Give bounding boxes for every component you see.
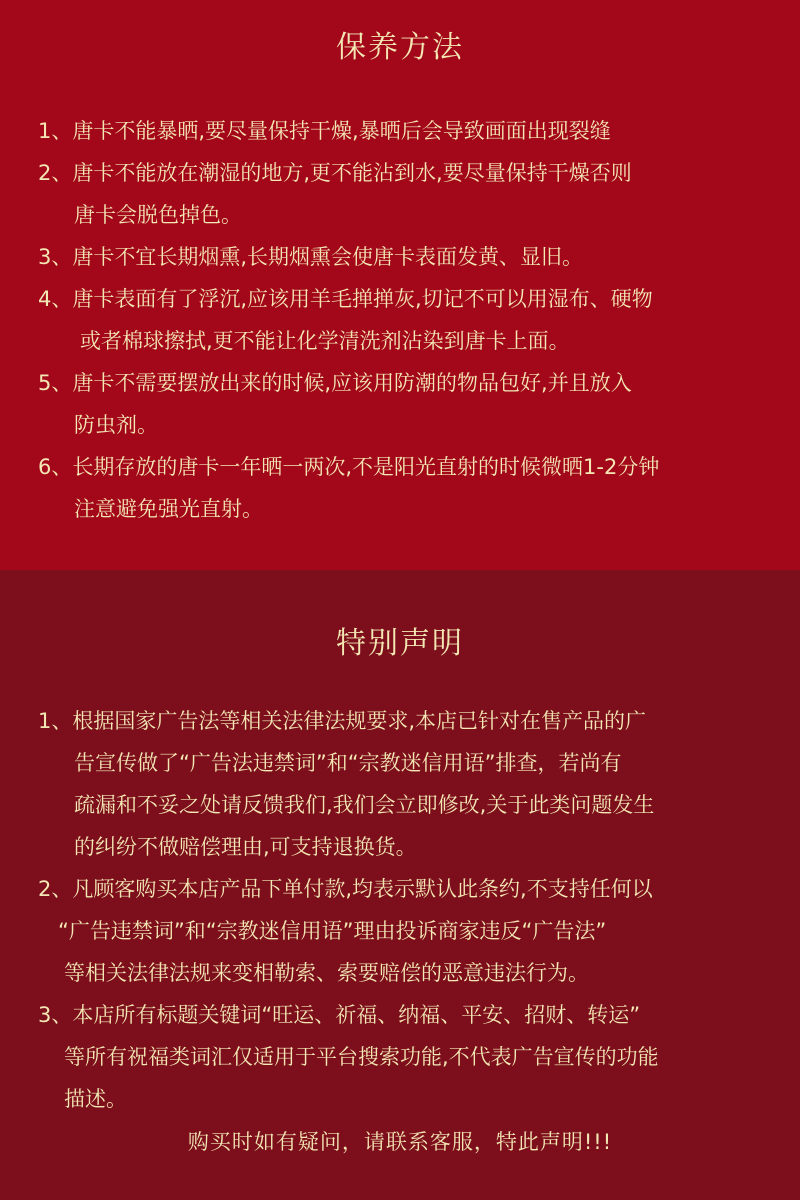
- care-item-2-line-2: 唐卡会脱色掉色。: [74, 203, 242, 227]
- notice-section: [0, 570, 800, 1200]
- care-item-4-line-2: 或者棉球擦拭,更不能让化学清洗剂沾染到唐卡上面。: [80, 329, 570, 353]
- notice-footer: 购买时如有疑问，请联系客服，特此声明!!!: [187, 1130, 613, 1154]
- notice-title: 特别声明: [336, 626, 464, 661]
- care-item-4: [38, 278, 768, 362]
- notice-item-2-line-1: 2、凡顾客购买本店产品下单付款,均表示默认此条约,不支持任何以: [38, 877, 653, 901]
- care-item-5-line-2: 防虫剂。: [74, 413, 158, 437]
- care-item-3-line-1: 3、唐卡不宜长期烟熏,长期烟熏会使唐卡表面发黄、显旧。: [38, 245, 584, 269]
- care-item-5-line-1: 5、唐卡不需要摆放出来的时候,应该用防潮的物品包好,并且放入: [38, 371, 632, 395]
- notice-item-1-line-1: 1、根据国家广告法等相关法律法规要求,本店已针对在售产品的广: [38, 709, 647, 733]
- care-item-4-line-1: 4、唐卡表面有了浮沉,应该用羊毛掸掸灰,切记不可以用湿布、硬物: [38, 287, 653, 311]
- notice-item-1-line-3: 疏漏和不妥之处请反馈我们,我们会立即修改,关于此类问题发生: [74, 793, 655, 817]
- care-item-2: [38, 152, 768, 236]
- notice-item-3: [38, 994, 768, 1120]
- care-item-6-line-2: 注意避免强光直射。: [74, 497, 263, 521]
- notice-item-1-line-2: 告宣传做了“广告法违禁词”和“宗教迷信用语”排查，若尚有: [74, 751, 622, 775]
- notice-item-3-line-3: 描述。: [64, 1087, 127, 1111]
- notice-item-1: [38, 700, 768, 868]
- notice-item-1-line-4: 的纠纷不做赔偿理由,可支持退换货。: [74, 835, 417, 859]
- care-item-2-line-1: 2、唐卡不能放在潮湿的地方,更不能沾到水,要尽量保持干燥否则: [38, 161, 632, 185]
- care-item-6-line-1: 6、长期存放的唐卡一年晒一两次,不是阳光直射的时候微晒1-2分钟: [38, 455, 660, 479]
- care-item-5: [38, 362, 768, 446]
- notice-item-2-line-3: 等相关法律法规来变相勒索、索要赔偿的恶意违法行为。: [64, 961, 589, 985]
- care-item-3: [38, 236, 768, 278]
- care-item-6: [38, 446, 768, 530]
- notice-item-3-line-2: 等所有祝福类词汇仅适用于平台搜索功能,不代表广告宣传的功能: [64, 1045, 659, 1069]
- care-section: [0, 0, 800, 570]
- care-title: 保养方法: [336, 30, 464, 65]
- care-item-1: [38, 110, 768, 152]
- notice-item-2-line-2: “广告违禁词”和“宗教迷信用语”理由投诉商家违反“广告法”: [58, 919, 607, 943]
- notice-item-3-line-1: 3、本店所有标题关键词“旺运、祈福、纳福、平安、招财、转运”: [38, 1003, 641, 1027]
- notice-item-2: [38, 868, 768, 994]
- care-item-1-line-1: 1、唐卡不能暴晒,要尽量保持干燥,暴晒后会导致画面出现裂缝: [38, 119, 611, 143]
